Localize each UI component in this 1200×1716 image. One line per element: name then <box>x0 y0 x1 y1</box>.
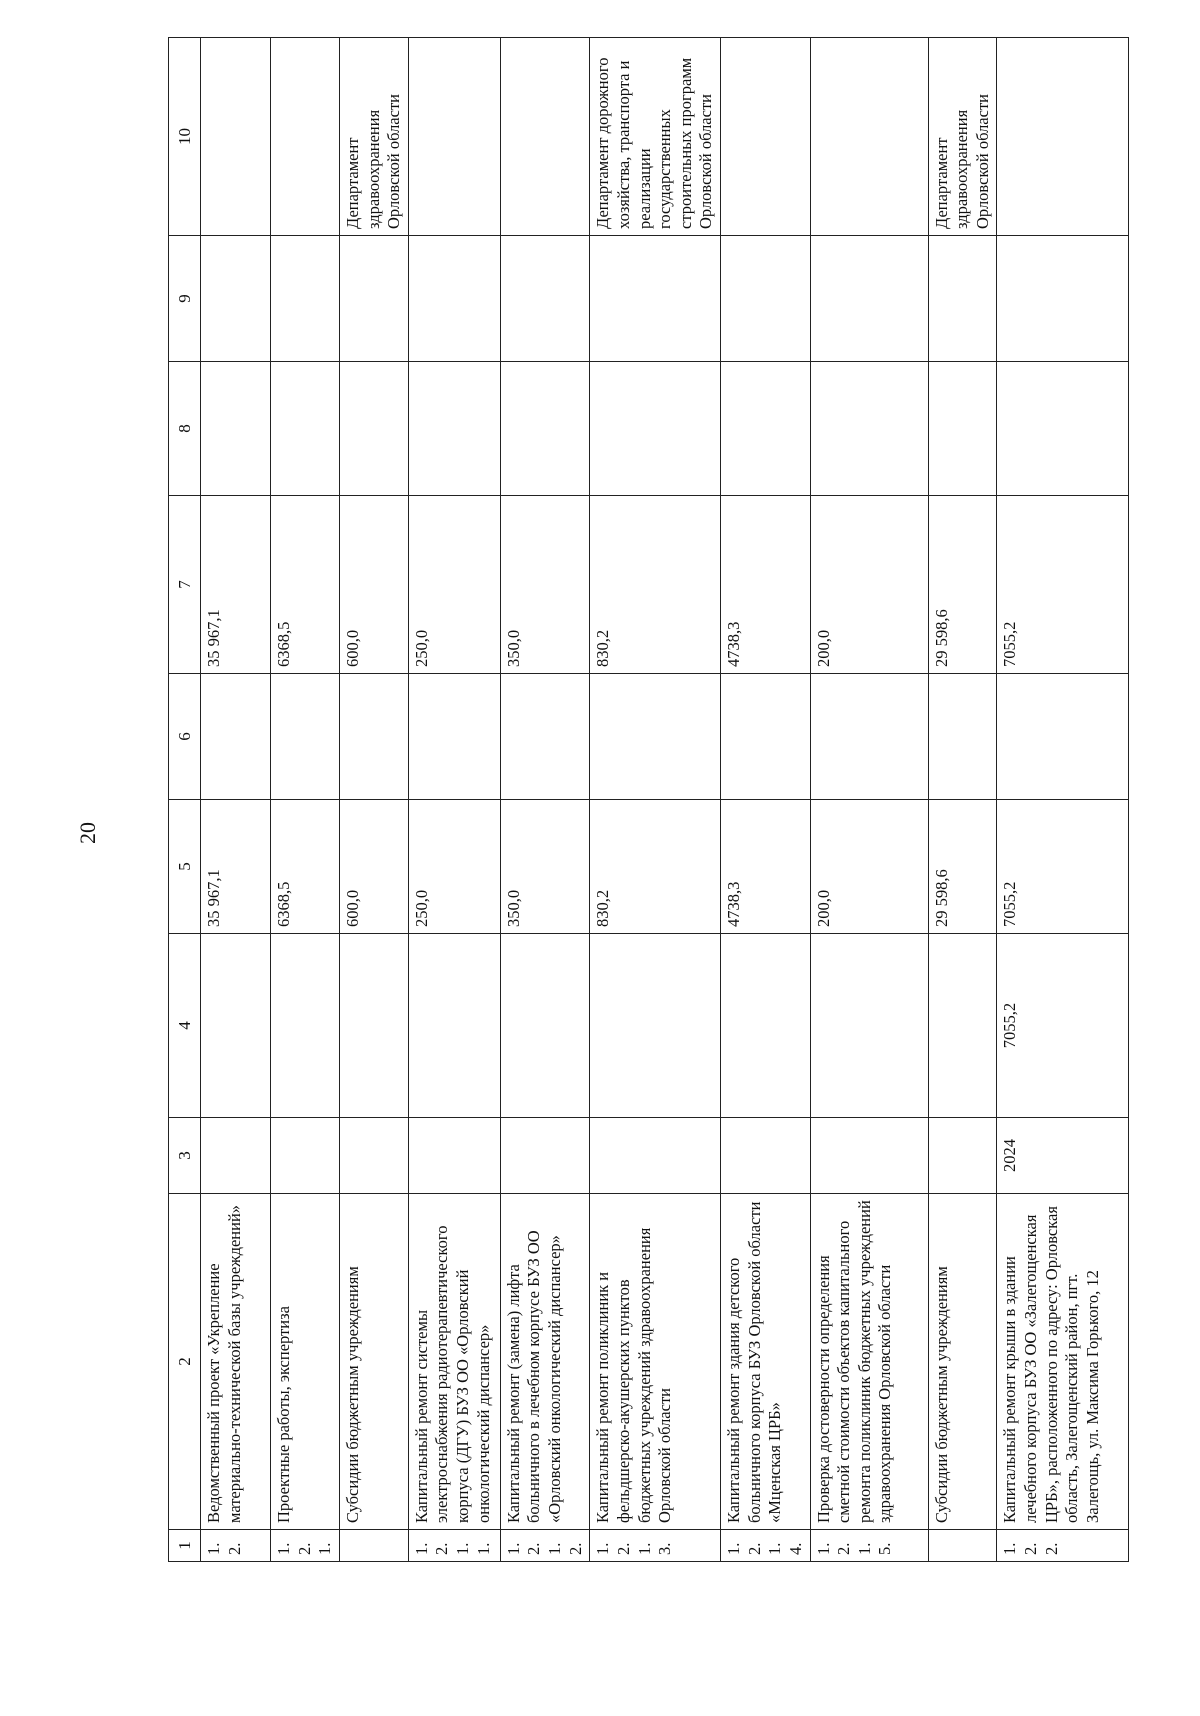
cell-c10 <box>271 38 340 236</box>
cell-c6 <box>721 674 811 800</box>
cell-c10 <box>408 38 500 236</box>
cell-c5: 7055,2 <box>997 800 1129 934</box>
cell-c5: 600,0 <box>339 800 408 934</box>
cell-c10 <box>201 38 271 236</box>
cell-c4 <box>271 934 340 1118</box>
cell-c8 <box>721 362 811 496</box>
cell-c6 <box>928 674 997 800</box>
cell-c9 <box>590 236 721 362</box>
cell-c10 <box>500 38 590 236</box>
cell-name: Субсидии бюджетным учреждениям <box>339 1194 408 1530</box>
cell-c8 <box>271 362 340 496</box>
cell-c9 <box>339 236 408 362</box>
cell-c9 <box>721 236 811 362</box>
cell-c9 <box>201 236 271 362</box>
cell-c7: 200,0 <box>810 496 928 674</box>
header-cell: 7 <box>169 496 201 674</box>
cell-c6 <box>810 674 928 800</box>
cell-c7: 7055,2 <box>997 496 1129 674</box>
cell-c6 <box>408 674 500 800</box>
cell-name: Капитальный ремонт здания детского больничного корпуса БУЗ Орловской области «Мценская ЦРБ» <box>721 1194 811 1530</box>
cell-c4 <box>928 934 997 1118</box>
cell-name: Капитальный ремонт системы электроснабжения радиотерапевтического корпуса (ДГУ) БУЗ ОО «Орловский онкологический диспансер» <box>408 1194 500 1530</box>
header-cell: 9 <box>169 236 201 362</box>
cell-num <box>339 1530 408 1562</box>
cell-c5: 35 967,1 <box>201 800 271 934</box>
cell-c4 <box>408 934 500 1118</box>
cell-num: 1.2.1.3. <box>590 1530 721 1562</box>
cell-c5: 200,0 <box>810 800 928 934</box>
cell-c4 <box>721 934 811 1118</box>
cell-c7: 35 967,1 <box>201 496 271 674</box>
cell-c7: 350,0 <box>500 496 590 674</box>
cell-c9 <box>408 236 500 362</box>
cell-c5: 29 598,6 <box>928 800 997 934</box>
cell-c3 <box>810 1118 928 1194</box>
cell-c8 <box>997 362 1129 496</box>
table-row <box>721 38 811 1562</box>
page-number: 20 <box>75 822 100 844</box>
cell-c8 <box>810 362 928 496</box>
cell-c6 <box>339 674 408 800</box>
cell-c5: 4738,3 <box>721 800 811 934</box>
table-body <box>201 38 1129 1562</box>
cell-c7: 830,2 <box>590 496 721 674</box>
cell-c8 <box>500 362 590 496</box>
table-row <box>997 38 1129 1562</box>
cell-c7: 29 598,6 <box>928 496 997 674</box>
header-cell: 2 <box>169 1194 201 1530</box>
cell-c3 <box>271 1118 340 1194</box>
cell-c4 <box>810 934 928 1118</box>
cell-c9 <box>810 236 928 362</box>
cell-c4: 7055,2 <box>997 934 1129 1118</box>
cell-c3 <box>339 1118 408 1194</box>
table-row <box>201 38 271 1562</box>
cell-c5: 350,0 <box>500 800 590 934</box>
cell-c8 <box>928 362 997 496</box>
table-row <box>500 38 590 1562</box>
cell-c7: 4738,3 <box>721 496 811 674</box>
cell-c7: 6368,5 <box>271 496 340 674</box>
cell-c5: 830,2 <box>590 800 721 934</box>
table-row <box>810 38 928 1562</box>
cell-c10: Департамент здравоохранения Орловской области <box>928 38 997 236</box>
cell-c8 <box>339 362 408 496</box>
header-cell: 8 <box>169 362 201 496</box>
header-cell: 5 <box>169 800 201 934</box>
rotated-table-sheet <box>168 38 1102 1562</box>
cell-c10 <box>810 38 928 236</box>
header-row <box>169 38 201 1562</box>
cell-c3: 2024 <box>997 1118 1129 1194</box>
table-row <box>590 38 721 1562</box>
header-cell: 10 <box>169 38 201 236</box>
cell-c4 <box>500 934 590 1118</box>
cell-c8 <box>408 362 500 496</box>
header-cell: 1 <box>169 1530 201 1562</box>
cell-c4 <box>201 934 271 1118</box>
cell-name: Проверка достоверности определения сметной стоимости объектов капитального ремонта поликлиник бюджетных учреждений здравоохранения Орловской области <box>810 1194 928 1530</box>
table-row <box>271 38 340 1562</box>
table-row <box>339 38 408 1562</box>
cell-c10 <box>721 38 811 236</box>
cell-num: 1.2.1.4. <box>721 1530 811 1562</box>
cell-c9 <box>997 236 1129 362</box>
cell-c5: 250,0 <box>408 800 500 934</box>
cell-c6 <box>201 674 271 800</box>
header-cell: 4 <box>169 934 201 1118</box>
cell-c9 <box>928 236 997 362</box>
cell-num <box>928 1530 997 1562</box>
cell-c4 <box>339 934 408 1118</box>
cell-num: 1.2.1.2. <box>500 1530 590 1562</box>
cell-c6 <box>500 674 590 800</box>
cell-name: Капитальный ремонт поликлиник и фельдшерско-акушерских пунктов бюджетных учреждений здравоохранения Орловской области <box>590 1194 721 1530</box>
cell-c8 <box>590 362 721 496</box>
cell-c10 <box>997 38 1129 236</box>
header-cell: 3 <box>169 1118 201 1194</box>
cell-num: 1.2.2. <box>997 1530 1129 1562</box>
cell-name: Ведомственный проект «Укрепление материально-технической базы учреждений» <box>201 1194 271 1530</box>
cell-c6 <box>997 674 1129 800</box>
cell-name: Проектные работы, экспертиза <box>271 1194 340 1530</box>
cell-c3 <box>590 1118 721 1194</box>
cell-c6 <box>271 674 340 800</box>
cell-name: Субсидии бюджетным учреждениям <box>928 1194 997 1530</box>
cell-c5: 6368,5 <box>271 800 340 934</box>
cell-name: Капитальный ремонт крыши в здании лечебного корпуса БУЗ ОО «Залегощенская ЦРБ», расположенного по адресу: Орловская область, Залегощенский район, пгт. Залегощь, ул. Максима Горького, 12 <box>997 1194 1129 1530</box>
table-row <box>408 38 500 1562</box>
cell-c9 <box>500 236 590 362</box>
cell-num: 1.2. <box>201 1530 271 1562</box>
cell-num: 1.2.1.1. <box>408 1530 500 1562</box>
cell-c3 <box>500 1118 590 1194</box>
budget-table <box>168 37 1129 1562</box>
cell-c7: 250,0 <box>408 496 500 674</box>
cell-c8 <box>201 362 271 496</box>
cell-name: Капитальный ремонт (замена) лифта больничного в лечебном корпусе БУЗ ОО «Орловский онкологический диспансер» <box>500 1194 590 1530</box>
cell-c7: 600,0 <box>339 496 408 674</box>
cell-c3 <box>201 1118 271 1194</box>
cell-num: 1.2.1. <box>271 1530 340 1562</box>
cell-c6 <box>590 674 721 800</box>
cell-c10: Департамент здравоохранения Орловской области <box>339 38 408 236</box>
cell-c3 <box>408 1118 500 1194</box>
cell-c10: Департамент дорожного хозяйства, транспорта и реализации государственных строительных программ Орловской области <box>590 38 721 236</box>
header-cell: 6 <box>169 674 201 800</box>
cell-c3 <box>928 1118 997 1194</box>
cell-c3 <box>721 1118 811 1194</box>
table-row <box>928 38 997 1562</box>
cell-c9 <box>271 236 340 362</box>
cell-c4 <box>590 934 721 1118</box>
cell-num: 1.2.1.5. <box>810 1530 928 1562</box>
